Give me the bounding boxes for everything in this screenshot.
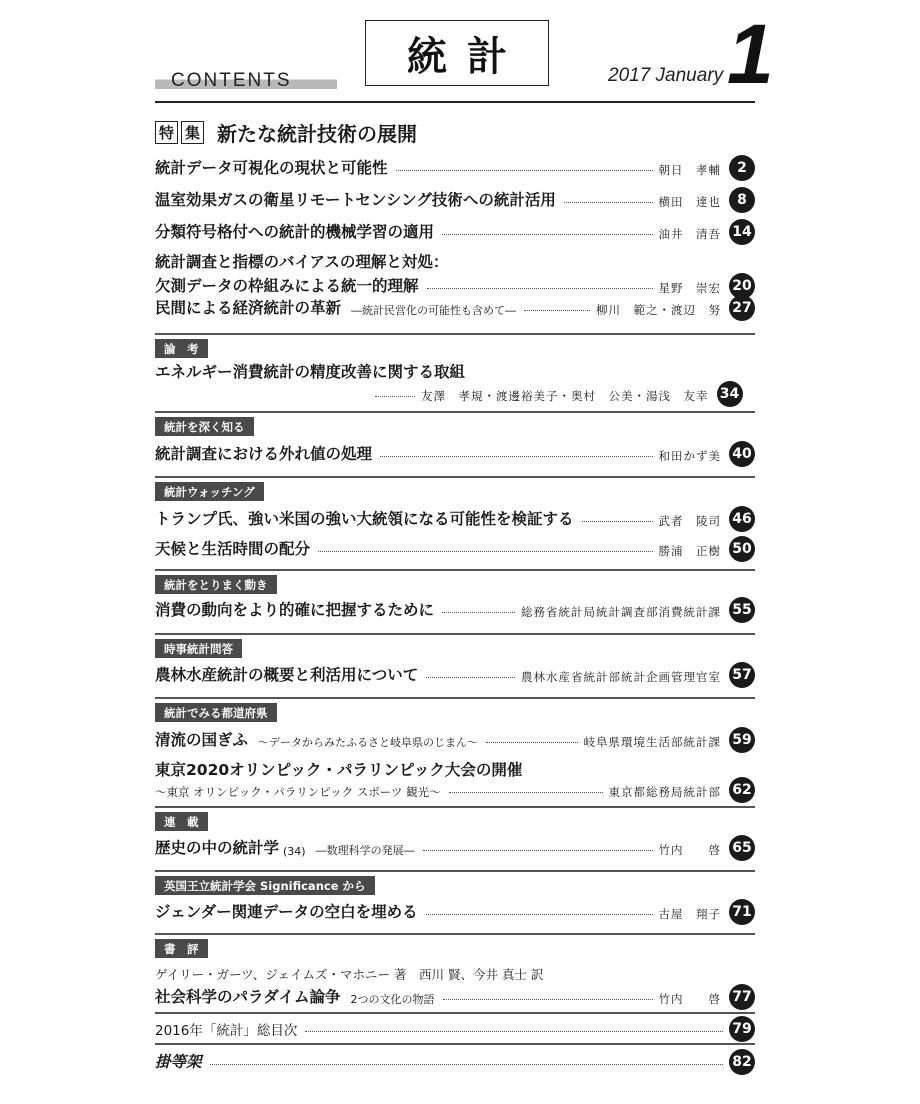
- journal-title-box: [365, 20, 549, 86]
- entry-author: 朝日 孝輔: [658, 163, 721, 177]
- leader-dots: [380, 456, 652, 457]
- entry-author: 竹内 啓: [658, 992, 721, 1006]
- entry-title: 温室効果ガスの衛星リモートセンシング技術への統計活用: [155, 191, 556, 209]
- entry-author: 岐阜県環境生活部統計課: [583, 735, 721, 749]
- section-tag: 英国王立統計学会 Significance から: [155, 876, 375, 895]
- page-number-badge: 77: [729, 984, 755, 1010]
- entry-author: 星野 崇宏: [658, 281, 721, 295]
- section-rule: [155, 806, 755, 808]
- leader-dots: [524, 310, 590, 311]
- feature-box-char: 特: [155, 121, 178, 144]
- leader-dots: [375, 396, 415, 397]
- toc-entry[interactable]: [155, 596, 755, 620]
- entry-title: 農林水産統計の概要と利活用について: [155, 666, 419, 684]
- entry-title: エネルギー消費統計の精度改善に関する取組: [155, 363, 466, 381]
- toc-entry[interactable]: [155, 440, 755, 464]
- section-rule: [155, 569, 755, 571]
- toc-entry[interactable]: [155, 661, 755, 685]
- entry-title: 分類符号格付への統計的機械学習の適用: [155, 223, 435, 241]
- entry-title: 統計データ可視化の現状と可能性: [155, 159, 388, 177]
- entry-author: 油井 清吾: [658, 227, 721, 241]
- entry-author: 竹内 啓: [658, 843, 721, 857]
- page-number-badge: 2: [729, 155, 755, 181]
- toc-entry[interactable]: [155, 726, 755, 750]
- toc-entry[interactable]: [155, 535, 755, 559]
- entry-author: 総務省統計局統計調査部消費統計課: [521, 605, 721, 619]
- section-rule: [155, 333, 755, 335]
- feature-heading: [155, 118, 417, 147]
- page-number-badge: 62: [729, 777, 755, 803]
- section-rule: [155, 1043, 755, 1045]
- entry-subtitle: ―統計民営化の可能性も含めて―: [351, 304, 517, 317]
- toc-entry[interactable]: [155, 186, 755, 210]
- section-tag: 統計をとりまく動き: [155, 575, 277, 594]
- section-rule: [155, 933, 755, 935]
- toc-entry[interactable]: [155, 1048, 755, 1072]
- section-tag: 連 載: [155, 812, 208, 831]
- page-number-badge: 59: [729, 727, 755, 753]
- entry-title: 消費の動向をより的確に把握するために: [155, 601, 435, 619]
- leader-dots: [423, 850, 653, 851]
- page-number-badge: 65: [729, 835, 755, 861]
- entry-subtitle: ―数理科学の発展―: [315, 844, 415, 857]
- page-number-badge: 82: [729, 1049, 755, 1075]
- section-rule: [155, 1012, 755, 1014]
- journal-title: 統計: [407, 33, 527, 80]
- leader-dots: [582, 521, 653, 522]
- contents-label: CONTENTS: [171, 70, 292, 91]
- entry-number: (34): [283, 845, 306, 858]
- leader-dots: [427, 288, 653, 289]
- entry-title: 統計調査における外れ値の処理: [155, 445, 373, 463]
- section-rule: [155, 633, 755, 635]
- page-number-badge: 40: [729, 441, 755, 467]
- entry-title: 掛等架: [155, 1053, 202, 1071]
- toc-entry[interactable]: [155, 358, 755, 404]
- entry-author: 柳川 範之・渡辺 努: [596, 303, 721, 317]
- section-tag: 統計でみる都道府県: [155, 703, 277, 722]
- leader-dots: [318, 551, 652, 552]
- feature-box-char: 集: [181, 121, 204, 144]
- leader-dots: [449, 792, 603, 793]
- entry-title: 2016年「統計」総目次: [155, 1023, 298, 1039]
- entry-author: 東京都総務局統計部: [608, 785, 721, 799]
- leader-dots: [442, 612, 515, 613]
- contents-bar: [155, 68, 337, 89]
- toc-entry[interactable]: [155, 756, 755, 800]
- page-number-badge: 50: [729, 536, 755, 562]
- toc-entry[interactable]: [155, 834, 755, 858]
- entry-subtitle: ～東京 オリンピック・パラリンピック スポーツ 観光～: [155, 785, 441, 799]
- page-number-badge: 46: [729, 506, 755, 532]
- toc-entry[interactable]: [155, 294, 755, 318]
- entry-preline: ゲイリー・ガーツ、ジェイムズ・マホニー 著 西川 賢、今井 真士 訳: [155, 967, 544, 982]
- page-number-badge: 8: [729, 187, 755, 213]
- page-number-badge: 27: [729, 295, 755, 321]
- entry-title: 歴史の中の統計学: [155, 839, 280, 857]
- entry-title-line2: 欠測データの枠組みによる統一的理解: [155, 277, 419, 295]
- section-tag: 統計を深く知る: [155, 417, 254, 436]
- issue-date: 2017 January: [608, 65, 724, 86]
- leader-dots: [486, 742, 577, 743]
- section-tag: 時事統計問答: [155, 639, 242, 658]
- toc-entry[interactable]: [155, 505, 755, 529]
- page-number-badge: 79: [729, 1016, 755, 1042]
- page-number-badge: 55: [729, 597, 755, 623]
- entry-title: トランプ氏、強い米国の強い大統領になる可能性を検証する: [155, 510, 574, 528]
- entry-title: 清流の国ぎふ: [155, 731, 249, 749]
- page-number-badge: 20: [729, 273, 755, 299]
- entry-author: 和田かず美: [658, 449, 721, 463]
- entry-author: 勝浦 正樹: [658, 544, 721, 558]
- leader-dots: [443, 999, 653, 1000]
- header-rule: [155, 101, 755, 103]
- leader-dots: [396, 170, 653, 171]
- toc-entry[interactable]: [155, 898, 755, 922]
- entry-title: ジェンダー関連データの空白を埋める: [155, 903, 418, 921]
- entry-author: 横田 達也: [658, 195, 721, 209]
- section-rule: [155, 870, 755, 872]
- leader-dots: [210, 1064, 723, 1065]
- entry-author: 農林水産省統計部統計企画管理官室: [521, 670, 721, 684]
- feature-title: 新たな統計技術の展開: [217, 122, 417, 146]
- leader-dots: [426, 677, 515, 678]
- page-number-badge: 34: [717, 381, 743, 407]
- section-rule: [155, 411, 755, 413]
- section-rule: [155, 697, 755, 699]
- contents-page: [155, 0, 774, 1104]
- section-tag: 書 評: [155, 939, 208, 958]
- page-number-badge: 57: [729, 662, 755, 688]
- issue-number: 1: [727, 7, 774, 101]
- page-number-badge: 14: [729, 219, 755, 245]
- entry-author: 友澤 孝規・渡邊裕美子・奥村 公美・湯浅 友幸: [421, 389, 709, 403]
- entry-subtitle: 2つの文化の物語: [350, 993, 435, 1006]
- entry-title: 社会科学のパラダイム論争: [155, 988, 341, 1006]
- section-tag: 論 考: [155, 339, 208, 358]
- toc-entry[interactable]: [155, 218, 755, 242]
- entry-title: 東京2020オリンピック・パラリンピック大会の開催: [155, 761, 523, 779]
- entry-title-line1: 統計調査と指標のバイアスの理解と対処：: [155, 253, 449, 271]
- entry-subtitle: ～データからみたふるさと岐阜県のじまん～: [258, 736, 479, 749]
- entry-title: 天候と生活時間の配分: [155, 540, 311, 558]
- section-rule: [155, 476, 755, 478]
- toc-entry[interactable]: [155, 248, 755, 296]
- toc-entry[interactable]: [155, 1015, 755, 1039]
- entry-title: 民間による経済統計の革新: [155, 299, 342, 317]
- page-number-badge: 71: [729, 899, 755, 925]
- leader-dots: [564, 202, 653, 203]
- section-tag: 統計ウォッチング: [155, 482, 264, 501]
- entry-author: 武者 陵司: [658, 514, 721, 528]
- leader-dots: [426, 914, 653, 915]
- leader-dots: [442, 234, 652, 235]
- toc-entry[interactable]: [155, 961, 755, 1007]
- leader-dots: [305, 1031, 723, 1032]
- entry-author: 古屋 翔子: [658, 907, 721, 921]
- toc-entry[interactable]: [155, 154, 755, 178]
